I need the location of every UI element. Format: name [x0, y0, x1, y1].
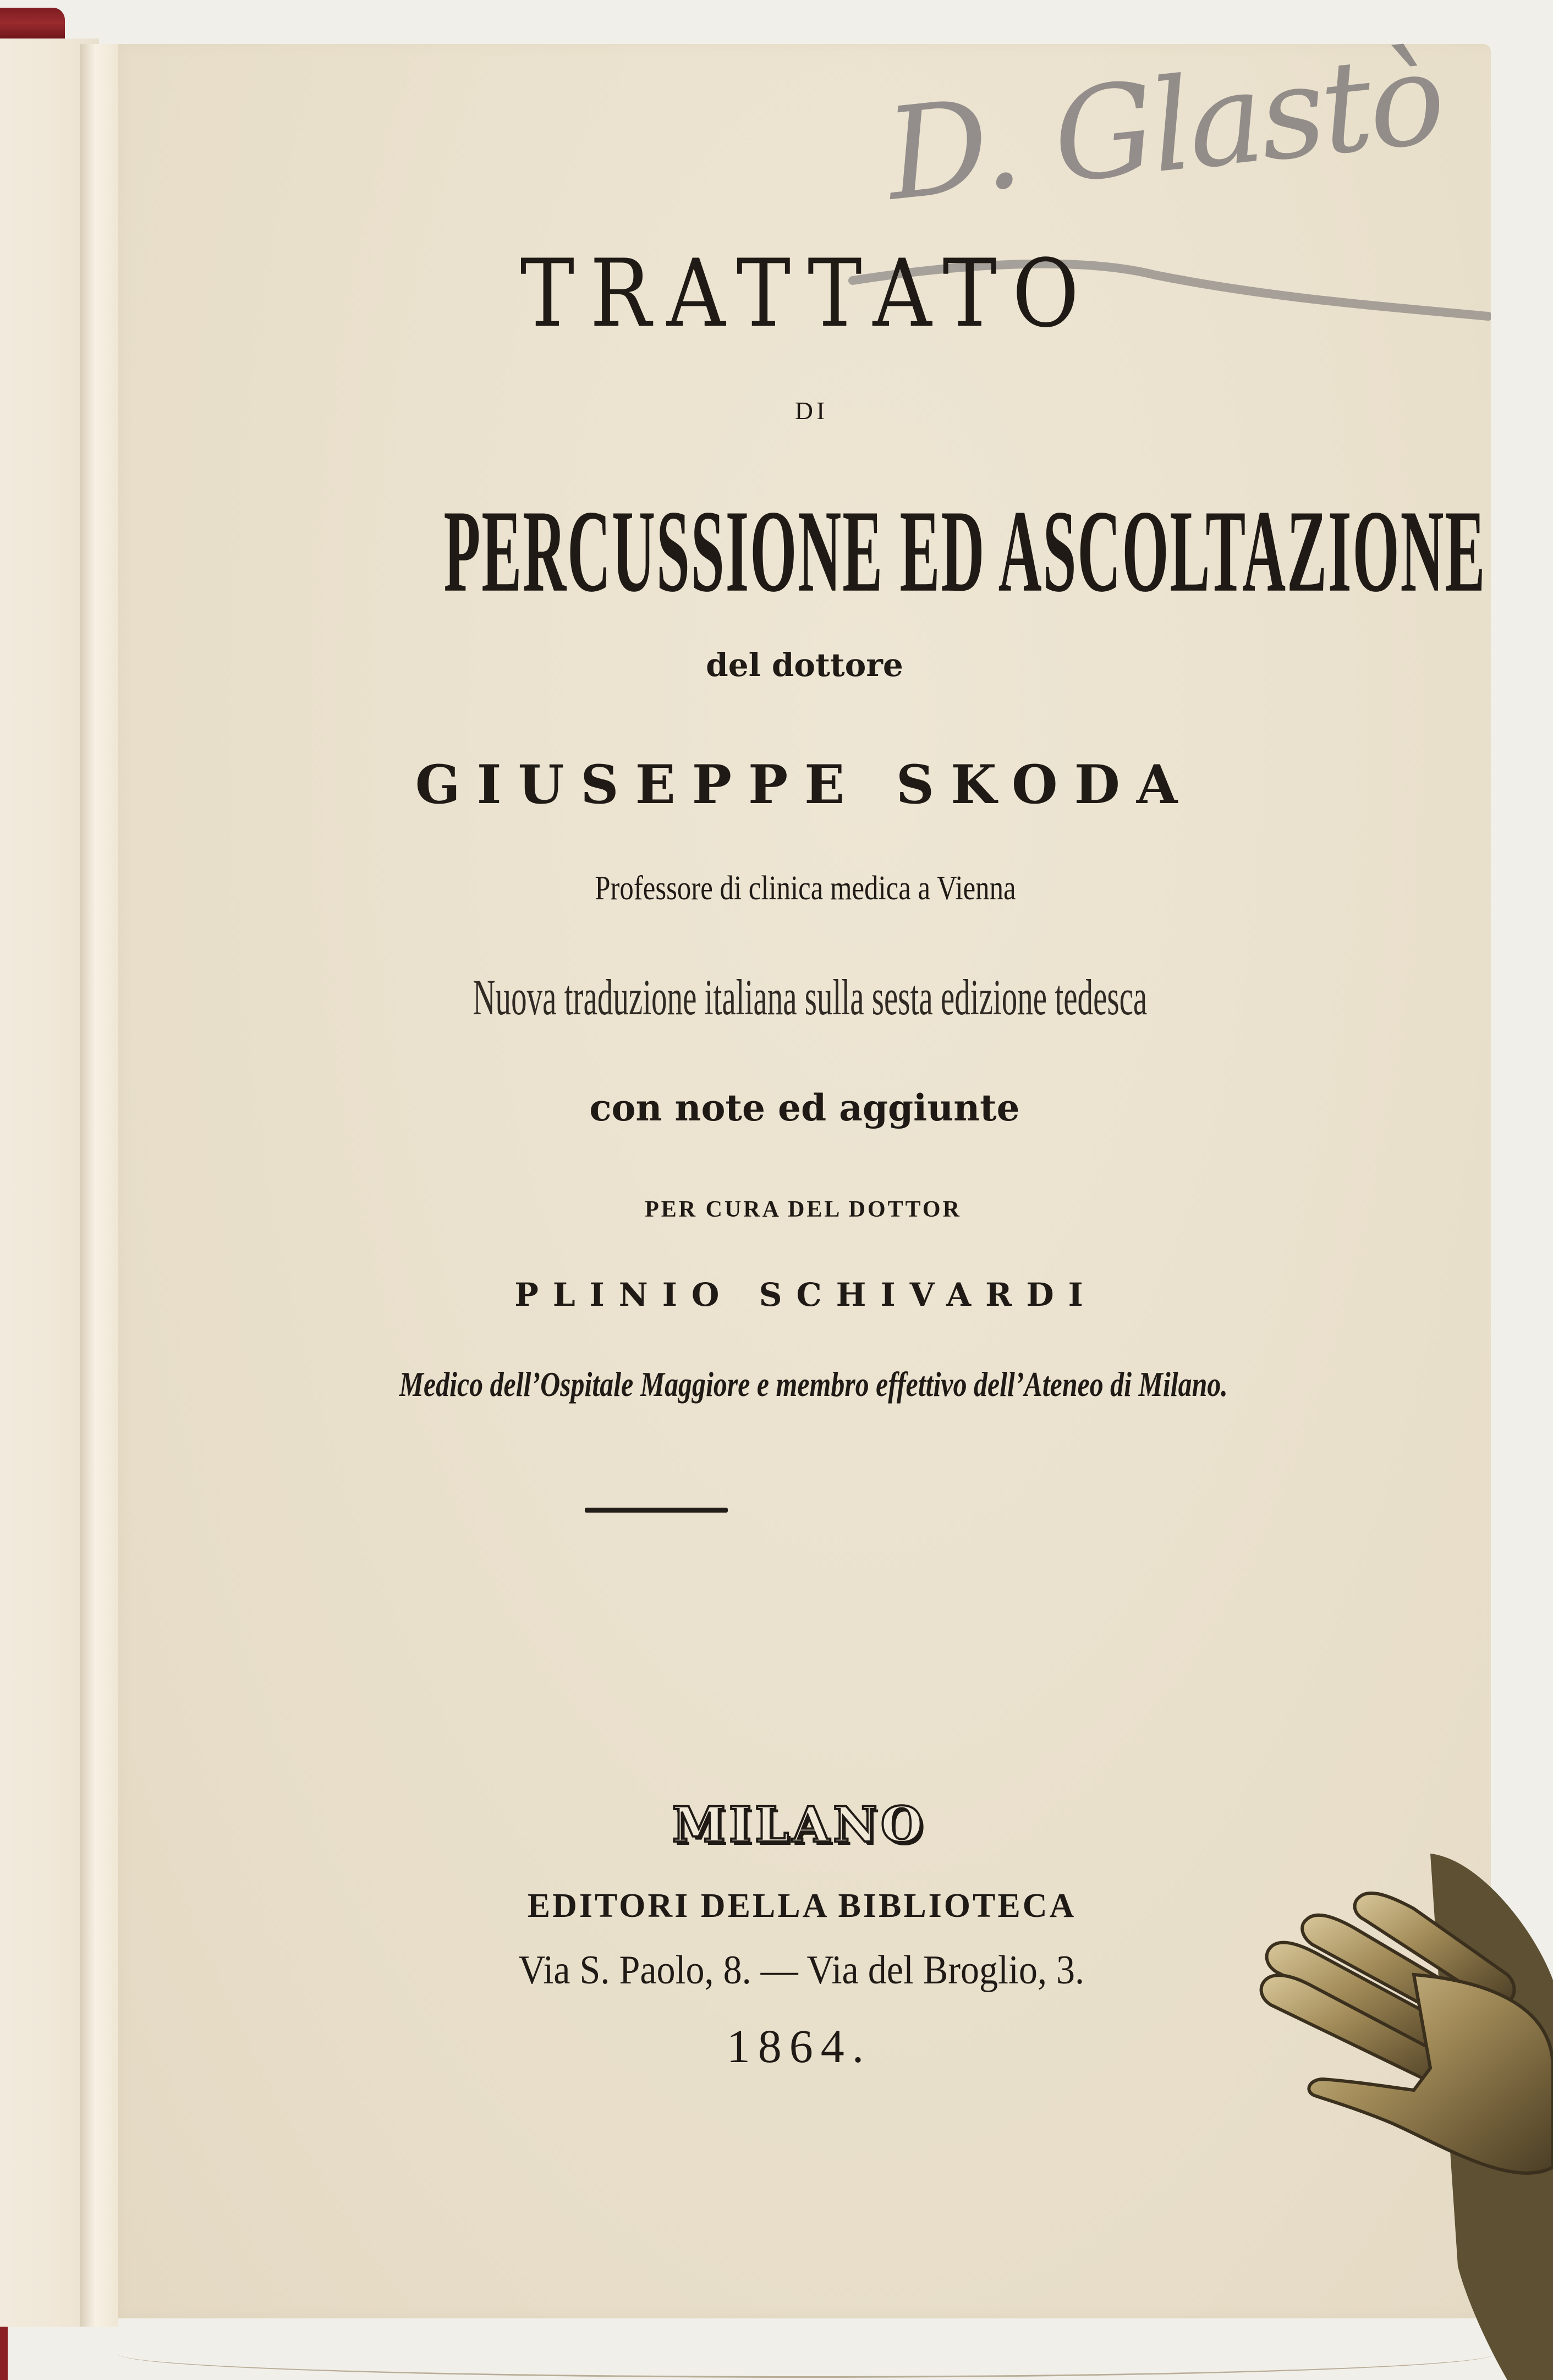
author-intro: del dottore	[706, 646, 903, 684]
editor-name: PLINIO SCHIVARDI	[514, 1276, 1097, 1313]
imprint-publisher: EDITORI DELLA BIBLIOTECA	[527, 1887, 1077, 1925]
title-line-2: DI	[794, 397, 828, 425]
red-binding-top	[0, 8, 65, 39]
title-line-1: TRATTATO	[520, 239, 1095, 348]
author-role: Professore di clinica medica a Vienna	[595, 870, 1016, 907]
imprint-city: MILANO	[672, 1796, 926, 1853]
red-binding-bottom	[0, 2324, 8, 2380]
imprint-year: 1864.	[726, 2020, 872, 2073]
divider-rule	[585, 1508, 728, 1513]
brass-hand-clip-icon	[1249, 1837, 1553, 2380]
editor-intro: PER CURA DEL DOTTOR	[645, 1197, 962, 1222]
pencil-signature: D. Glastò	[880, 25, 1449, 229]
edition-note: Nuova traduzione italiana sulla sesta edizione tedesca	[473, 969, 1148, 1025]
author-name: GIUSEPPE SKODA	[415, 754, 1194, 816]
main-title: PERCUSSIONE ED ASCOLTAZIONE	[443, 486, 1486, 617]
notes-line: con note ed aggiunte	[589, 1086, 1020, 1129]
editor-role: Medico dell’Ospitale Maggiore e membro effettivo dell’Ateneo di Milano.	[399, 1365, 1228, 1404]
imprint-address: Via S. Paolo, 8. — Via del Broglio, 3.	[518, 1948, 1085, 1993]
